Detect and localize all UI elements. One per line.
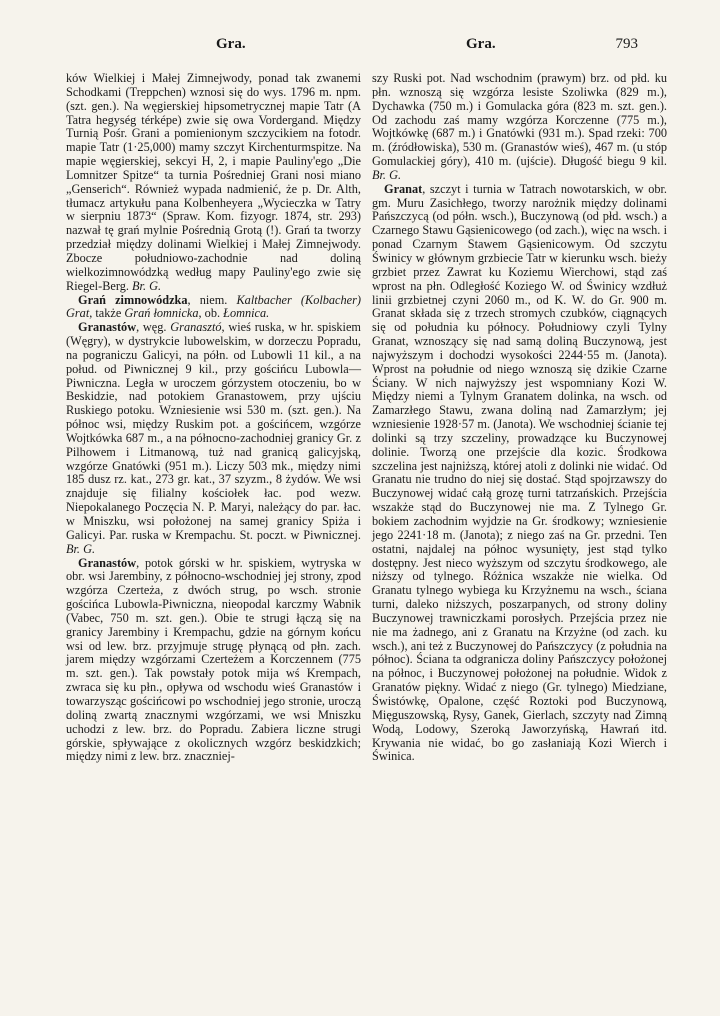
entry-signature: Br. G. <box>372 167 402 182</box>
entry-italic: Grań łomnicka <box>124 306 199 321</box>
entry-text: , szczyt i turnia w Tatrach nowotarskich, w obr. gm. Muru Zasichłego, tworzy narożnik między dolinami Pańszczycą (od półn. wsch.), Buczynową (od płd. wsch.) a Czarnego Stawu Gąsienicowego (od zach.), więc na wsch. i ponad Czarnym Stawem Gąsienicowym. Od szczytu Świnicy w głównym grzbiecie Tatr w kierunku wsch. bieży grzbiet przez Zawrat ku Koziemu Wierchowi, stąd zaś wprost na płn. Odległość Koziego W. od Świnicy wzdłuż linii grzbietnej czyni 2060 m., od K. W. do Gr. 900 m. Granat składa się z trzech stromych czubków, ciągnących się od południa ku północy. Południowy czyli Tylny Granat, wznoszący się nad samą doliną Buczynową, jest najwyższym i dochodzi wysokości 2244·55 m. (Janota). Wprost na południe od niego wznoszą się dzikie Czarne Ściany. W nich najwyższy jest wspomniany Kozi W. Między niemi a Tylnym Granatem dolinka, na wsch. od Zamarzłego Stawu, zwana doliną nad Zamarzłym; jej wzniesienie 1928·57 m. (Janota). We wschodniej ścianie tej dolinki są trzy szczeliny, prowadzące ku Buczynowej dolinie. Tworzą one przejście dla kozic. Środkowa szczelina jest najniższą, której atoli z dolinki nie widać. Od Granatu nie trudno do niej się dostać. Stąd spojrzawszy do Buczynowej widać całą grozę turni tatrzańskich. Przejścia wszakże stąd do Buczynowej nie ma. Z Tylnego Gr. bokiem zachodnim wyjdzie na Gr. środkowy; wzniesienie jego 2241·18 m. (Janota); z niego zaś na Gr. przedni. Ten ostatni, najdalej na północ wysunięty, jest stąd tylko dostępny. Jest nieco wyższym od szczytu środkowego, ale niższy od tylnego. Różnica wszakże nie wielka. Od Granatu tylnego wybiega ku Krzyżnemu na wsch., ściana turni, daleko niższych, poszarpanych, od strony doliny Buczynowej trawniczkami porosłych. Przejścia przez nie nie ma żadnego, ani z Granatu na Krzyżne (od zach. ku wsch.), ani też z Buczynowej do Pańszczycy (z południa na północ). Ściana ta odgranicza doliny Pańszczycy położonej na północ, i Buczynowej położonej na południe. Widok z Granatów piękny. Widać z niego (Gr. tylnego) Miedziane, Świstówkę, Opalone, część Roztoki pod Buczynową, Mięguszowską, Rysy, Ganek, Gierlach, szczyty nad Zimną Wodą, Lodowy, Szeroką Jaworzyńską, Hawrań itd. Krywania nie widać, bo go zasłaniają Kozi Wierch i Świnica. <box>372 181 667 764</box>
entry-headword: Granastów <box>78 320 137 335</box>
entry-text: szy Ruski pot. Nad wschodnim (prawym) brz. od płd. ku płn. wznoszą się wzgórza lesiste Szoliwka (829 m.), Dychawka (750 m.) i Gomulacka góra (823 m. szt. gen.). Od zachodu zaś mamy wzgórza Korczenne (775 m.), Wojtkówkę (687 m.) i Gnatówki (931 m.). Spad rzeki: 700 m. (źródłowiska), 530 m. (Granastów wieś), 467 m. (u stóp Gomulackiej góry), 410 m. (ujście). Długość biegu 9 kil. <box>372 71 667 169</box>
right-column <box>372 72 667 764</box>
entry-italic: Łomnica. <box>223 306 270 321</box>
entry-headword: Granat <box>384 181 423 196</box>
left-column <box>66 72 361 764</box>
entry-text: , wieś ruska, w hr. spiskiem (Węgry), w dystrykcie lubowelskim, w dorzeczu Popradu, na pograniczu Galicyi, na półn. od Lubowli 11 kil., a na połud. od Piwnicznej 9 kil., przy gościńcu Lubowla—Piwniczna. Legła w uroczem górzystem otoczeniu, bo w Beskidzie, nad potokiem Granastowem, przy ujściu Ruskiego potoku. Wzniesienie wsi 530 m. (szt. gen.). Na północ wsi, między Ruskim pot. a gościńcem, wzgórze Wojtkówka 687 m., a na północno-zachodniej granicy Gr. z Pilhowem i Litmanową, tuż nad granicą galicyjską, wzgórze Gnatówki (951 m.). Liczy 503 mk., między nimi 185 dusz rz. kat., 273 gr. kat., 37 szyzm., 8 żydów. We wsi znajduje się filialny kościołek łac. pod wezw. Niepokalanego Poczęcia N. P. Maryi, należący do par. łac. w Mniszku, wsi położonej na samej granicy Spiża i Galicyi. Par. ruska w Krempachu. St. poczt. w Piwnicznej. <box>66 320 361 542</box>
entry-text: , także <box>89 306 125 321</box>
entry-text: , węg. <box>136 320 171 335</box>
entry-granat <box>372 183 667 764</box>
entry-gran-zimnowodzka <box>66 294 361 322</box>
entry-text: , potok górski w hr. spiskiem, wytryska w obr. wsi Jarembiny, z północno-wschodniej jej strony, zpod wzgórza Czerteża, z dwóch strug, po wsch. stronie gościńca Lubowla-Piwniczna, nieopodal karczmy Wabnik (Vabec, 750 m. szt. gen.). Obie te strugi łączą się na granicy Jarembiny i Krempachu, gdzie na górnym końcu wsi od lew. brz. przyjmuje strugę płynącą od płn. zach. jarem między wzgórzami Czerteżem a Korczennem (775 m. szt. gen.). Tak powstały potok mija wś Krempach, zwraca się ku płn., opływa od wschodu wieś Granastów i towarzysząc gościńcowi po wschodniej jego stronie, uroczą doliną zwartą znacznymi wzgórzami, we wsi Mniszku uchodzi z lew. brz. do Popradu. Zabiera liczne strugi górskie, spływające z okolicznych wzgórz beskidzkich; między nimi z lew. brz. znaczniej- <box>66 555 361 764</box>
entry-text: , niem. <box>187 292 237 307</box>
entry-text: , ob. <box>198 306 224 321</box>
entry-granastow-village <box>66 321 361 556</box>
header-right-word: Gra. <box>466 36 496 52</box>
entry-continuation <box>372 72 667 183</box>
entry-italic: Kaltbacher (Kolbacher) Grat <box>66 292 361 321</box>
page-header <box>66 36 638 56</box>
page-number: 793 <box>615 36 638 52</box>
entry-signature: Br. G. <box>132 278 162 293</box>
header-left-word: Gra. <box>216 36 246 52</box>
entry-granastow-stream <box>66 557 361 765</box>
entry-continuation <box>66 72 361 294</box>
entry-headword: Granastów <box>78 555 137 570</box>
entry-signature: Br. G. <box>66 541 96 556</box>
entry-headword: Grań zimnowódzka <box>78 292 188 307</box>
entry-italic: Granasztó <box>170 320 222 335</box>
entry-text: ków Wielkiej i Małej Zimnejwody, ponad tak zwanemi Schodkami (Treppchen) wznosi się do wys. 1796 m. npm. (szt. gen.). Na węgierskiej hipsometrycznej mapie Tatr (A Tatra hegység térképe) zwie się owa Vordergand. Między Turnią Pośr. Grani a pomienionym szczycikiem na fotodr. mapie Tatr (1·25,000) mamy szczyt Kirchenturmspitze. Na mapie węgierskiej, sekcyi H, 2, i mapie Pauliny'ego „Die Lomnitzer Spitze“ ta turnia Pośredniej Grani nosi miano „Genserich“. Również wypada nadmienić, że p. Dr. Alth, tłumacz artykułu pana Kolbenheyera „Wycieczka w Tatry w sierpniu 1873“ (Spraw. Kom. fizyogr. 1874, str. 293) nazwał tę grań mylnie Pośrednią Grotą (!). Grań ta tworzy przedział między dolinami Wielkiej i Małej Zimnejwody. Zbocze południowo-zachodnie nad doliną wielkozimnowódzką według mapy Pauliny'ego zwie się Riegel-Berg. <box>66 71 361 293</box>
